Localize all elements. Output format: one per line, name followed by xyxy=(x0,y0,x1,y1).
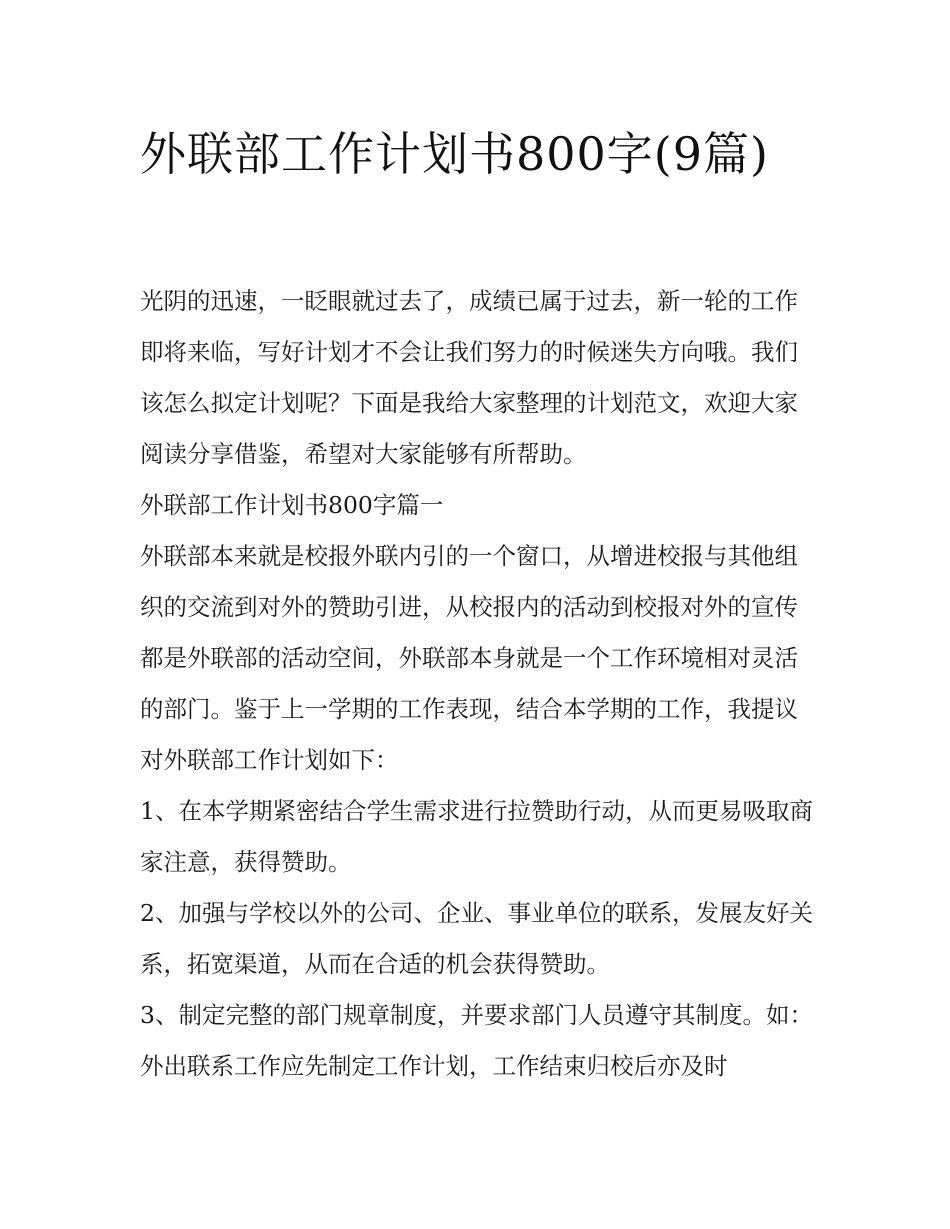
document-body xyxy=(140,276,820,1092)
section-heading: 外联部工作计划书800字篇一 xyxy=(140,491,444,519)
list-item-2: 2、加强与学校以外的公司、企业、事业单位的联系，发展友好关系，拓宽渠道，从而在合适的机会获得赞助。 xyxy=(140,899,813,978)
document-title: 外联部工作计划书800字(9篇) xyxy=(140,127,769,181)
intro-paragraph: 光阴的迅速，一眨眼就过去了，成绩已属于过去，新一轮的工作即将来临，写好计划才不会让我们努力的时候迷失方向哦。我们该怎么拟定计划呢？下面是我给大家整理的计划范文，欢迎大家阅读分享借鉴，希望对大家能够有所帮助。 xyxy=(140,287,798,468)
body-paragraph: 外联部本来就是校报外联内引的一个窗口，从增进校报与其他组织的交流到对外的赞助引进，从校报内的活动到校报对外的宣传都是外联部的活动空间，外联部本身就是一个工作环境相对灵活的部门。鉴于上一学期的工作表现，结合本学期的工作，我提议对外联部工作计划如下： xyxy=(140,542,798,774)
list-item-3: 3、制定完整的部门规章制度，并要求部门人员遵守其制度。如：外出联系工作应先制定工作计划，工作结束归校后亦及时 xyxy=(140,1001,813,1080)
list-item-1: 1、在本学期紧密结合学生需求进行拉赞助行动，从而更易吸取商家注意，获得赞助。 xyxy=(140,797,813,876)
